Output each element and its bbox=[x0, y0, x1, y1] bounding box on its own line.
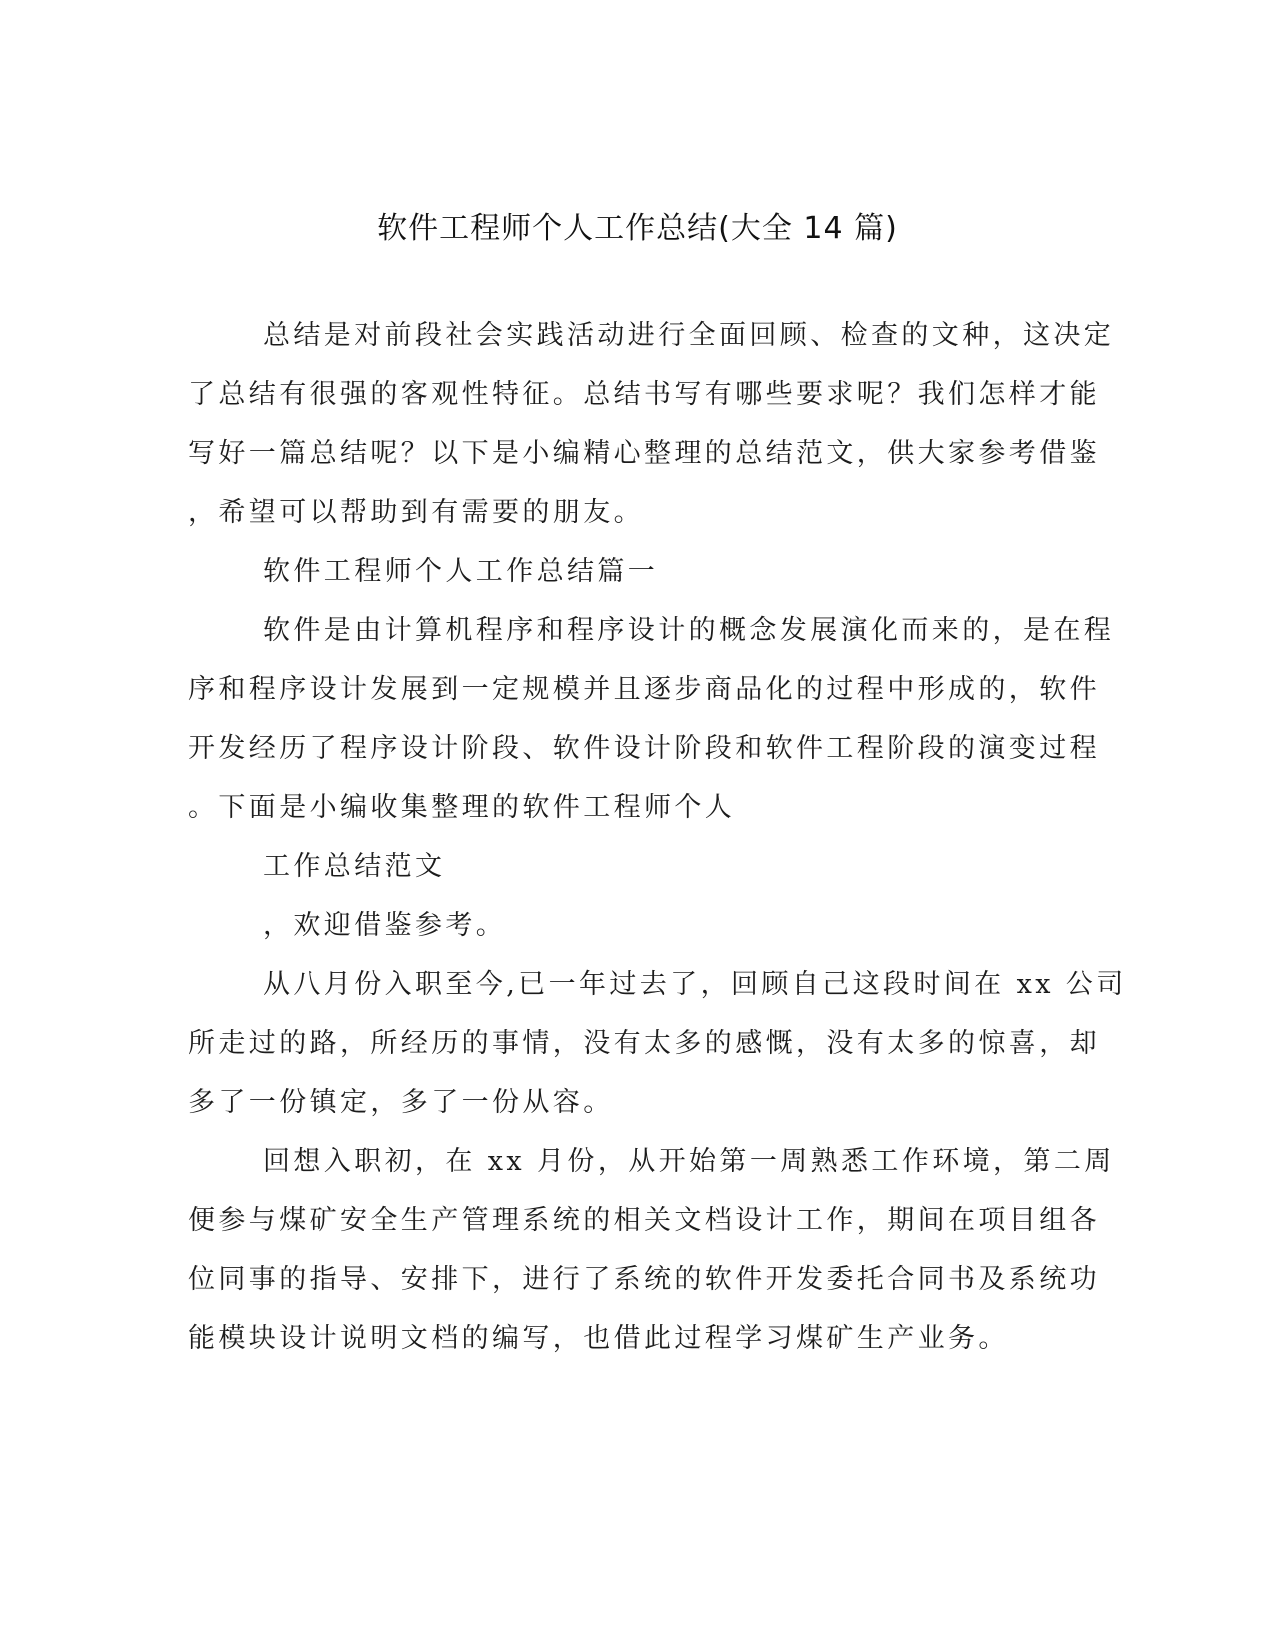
paragraph-line: 工作总结范文 bbox=[263, 851, 446, 882]
paragraph-line: 从八月份入职至今,已一年过去了，回顾自己这段时间在 xx 公司 bbox=[263, 969, 1127, 1000]
paragraph-line: 多了一份镇定，多了一份从容。 bbox=[188, 1087, 614, 1118]
document-title: 软件工程师个人工作总结(大全 14 篇) bbox=[377, 211, 898, 246]
paragraph-line: 能模块设计说明文档的编写，也借此过程学习煤矿生产业务。 bbox=[188, 1323, 1009, 1354]
paragraph-line: ，希望可以帮助到有需要的朋友。 bbox=[188, 497, 644, 528]
paragraph-line: ，欢迎借鉴参考。 bbox=[263, 910, 507, 941]
paragraph-line: 软件是由计算机程序和程序设计的概念发展演化而来的，是在程 bbox=[263, 615, 1115, 646]
paragraph-line: 开发经历了程序设计阶段、软件设计阶段和软件工程阶段的演变过程 bbox=[188, 733, 1100, 764]
paragraph-line: 写好一篇总结呢？以下是小编精心整理的总结范文，供大家参考借鉴 bbox=[188, 438, 1100, 469]
paragraph-line: 序和程序设计发展到一定规模并且逐步商品化的过程中形成的，软件 bbox=[188, 674, 1100, 705]
paragraph-line: 了总结有很强的客观性特征。总结书写有哪些要求呢？我们怎样才能 bbox=[188, 379, 1100, 410]
paragraph-line: 总结是对前段社会实践活动进行全面回顾、检查的文种，这决定 bbox=[263, 320, 1115, 351]
paragraph-line: 所走过的路，所经历的事情，没有太多的感慨，没有太多的惊喜，却 bbox=[188, 1028, 1100, 1059]
section-heading: 软件工程师个人工作总结篇一 bbox=[263, 556, 659, 587]
paragraph-line: 。下面是小编收集整理的软件工程师个人 bbox=[188, 792, 736, 823]
paragraph-line: 便参与煤矿安全生产管理系统的相关文档设计工作，期间在项目组各 bbox=[188, 1205, 1100, 1236]
paragraph-line: 位同事的指导、安排下，进行了系统的软件开发委托合同书及系统功 bbox=[188, 1264, 1100, 1295]
paragraph-line: 回想入职初，在 xx 月份，从开始第一周熟悉工作环境，第二周 bbox=[263, 1146, 1115, 1177]
